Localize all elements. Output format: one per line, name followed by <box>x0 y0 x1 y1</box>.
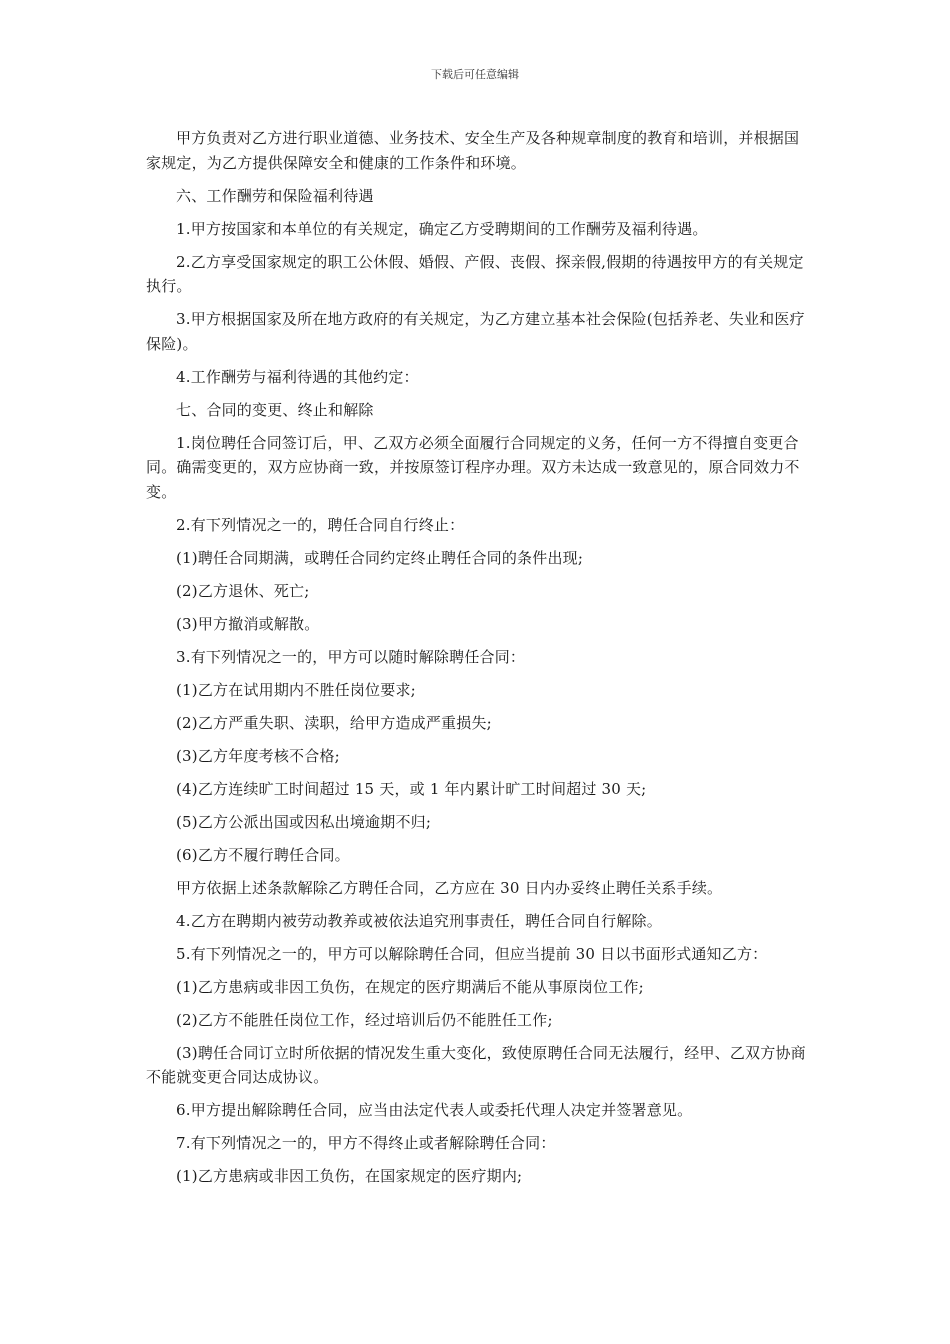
list-item: (1)乙方患病或非因工负伤，在国家规定的医疗期内; <box>176 1167 523 1185</box>
list-item: (3)甲方撤消或解散。 <box>176 614 320 633</box>
paragraph: 甲方负责对乙方进行职业道德、业务技术、安全生产及各种规章制度的教育和培训，并根据国家规定，为乙方提供保障安全和健康的工作条件和环境。 <box>146 129 800 172</box>
paragraph: 甲方依据上述条款解除乙方聘任合同，乙方应在 30 日内办妥终止聘任关系手续。 <box>176 878 723 897</box>
paragraph: 3.有下列情况之一的，甲方可以随时解除聘任合同： <box>176 647 526 666</box>
list-item: (1)乙方患病或非因工负伤，在规定的医疗期满后不能从事原岗位工作; <box>176 977 644 996</box>
list-item: (1)聘任合同期满，或聘任合同约定终止聘任合同的条件出现; <box>176 548 584 567</box>
paragraph: 3.甲方根据国家及所在地方政府的有关规定，为乙方建立基本社会保险(包括养老、失业和医疗保险)。 <box>146 310 805 353</box>
document-body <box>146 126 806 1197</box>
paragraph: 1.甲方按国家和本单位的有关规定，确定乙方受聘期间的工作酬劳及福利待遇。 <box>176 219 708 238</box>
list-item: (3)乙方年度考核不合格; <box>176 746 340 765</box>
paragraph: 5.有下列情况之一的，甲方可以解除聘任合同，但应当提前 30 日以书面形式通知乙方： <box>176 944 768 963</box>
paragraph: 7.有下列情况之一的，甲方不得终止或者解除聘任合同： <box>176 1134 556 1152</box>
paragraph: 4.工作酬劳与福利待遇的其他约定： <box>176 367 419 386</box>
section-heading: 七、合同的变更、终止和解除 <box>176 400 374 419</box>
paragraph: 4.乙方在聘期内被劳动教养或被依法追究刑事责任，聘任合同自行解除。 <box>176 911 662 930</box>
list-item: (4)乙方连续旷工时间超过 15 天，或 1 年内累计旷工时间超过 30 天; <box>176 779 647 798</box>
page-header: 下载后可任意编辑 <box>431 68 519 81</box>
paragraph: 1.岗位聘任合同签订后，甲、乙双方必须全面履行合同规定的义务，任何一方不得擅自变更合同。确需变更的，双方应协商一致，并按原签订程序办理。双方未达成一致意见的，原合同效力不变。 <box>146 433 800 501</box>
list-item: (2)乙方严重失职、渎职，给甲方造成严重损失; <box>176 713 492 732</box>
paragraph: 2.有下列情况之一的，聘任合同自行终止： <box>176 515 465 534</box>
list-item: (2)乙方不能胜任岗位工作，经过培训后仍不能胜任工作; <box>176 1010 553 1029</box>
list-item: (6)乙方不履行聘任合同。 <box>176 845 350 864</box>
list-item: (1)乙方在试用期内不胜任岗位要求; <box>176 680 416 699</box>
paragraph: 6.甲方提出解除聘任合同，应当由法定代表人或委托代理人决定并签署意见。 <box>176 1101 693 1119</box>
section-heading: 六、工作酬劳和保险福利待遇 <box>176 186 374 205</box>
list-item: (3)聘任合同订立时所依据的情况发生重大变化，致使原聘任合同无法履行，经甲、乙双方协商不能就变更合同达成协议。 <box>146 1043 806 1086</box>
list-item: (2)乙方退休、死亡; <box>176 581 310 600</box>
paragraph: 2.乙方享受国家规定的职工公休假、婚假、产假、丧假、探亲假,假期的待遇按甲方的有关规定执行。 <box>146 252 804 295</box>
list-item: (5)乙方公派出国或因私出境逾期不归; <box>176 812 432 831</box>
